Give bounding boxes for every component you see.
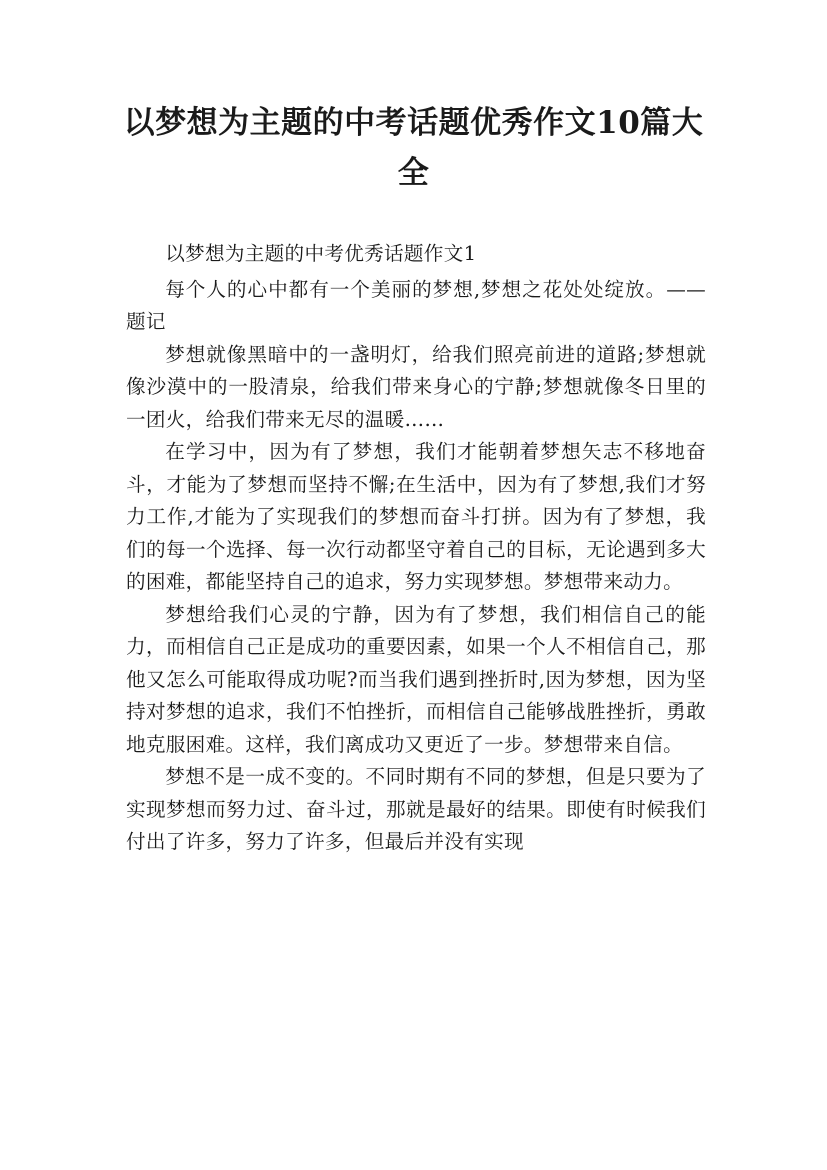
- paragraph: 梦想给我们心灵的宁静，因为有了梦想，我们相信自己的能力，而相信自己正是成功的重要因素，如果一个人不相信自己，那他又怎么可能取得成功呢?而当我们遇到挫折时,因为梦想，因为坚持对梦想的追求，我们不怕挫折，而相信自己能够战胜挫折，勇敢地克服困难。这样，我们离成功又更近了一步。梦想带来自信。: [126, 602, 706, 756]
- paragraph: 梦想不是一成不变的。不同时期有不同的梦想，但是只要为了实现梦想而努力过、奋斗过，那就是最好的结果。即使有时候我们付出了许多，努力了许多，但最后并没有实现: [126, 765, 706, 853]
- paragraph: 在学习中，因为有了梦想，我们才能朝着梦想矢志不移地奋斗，才能为了梦想而坚持不懈;在生活中，因为有了梦想,我们才努力工作,才能为了实现我们的梦想而奋斗打拼。因为有了梦想，我们的每一个选择、每一次行动都坚守着自己的目标，无论遇到多大的困难，都能坚持自己的追求，努力实现梦想。梦想带来动力。: [126, 440, 706, 593]
- paragraph-epigraph: 每个人的心中都有一个美丽的梦想,梦想之花处处绽放。——题记: [126, 277, 706, 333]
- essay-subtitle: 以梦想为主题的中考优秀话题作文1: [165, 242, 477, 265]
- paragraph: 梦想就像黑暗中的一盏明灯，给我们照亮前进的道路;梦想就像沙漠中的一股清泉，给我们带来身心的宁静;梦想就像冬日里的一团火，给我们带来无尽的温暖……: [126, 342, 706, 431]
- document-title: 以梦想为主题的中考话题优秀作文10篇大全: [123, 105, 704, 191]
- document-body: [126, 238, 706, 859]
